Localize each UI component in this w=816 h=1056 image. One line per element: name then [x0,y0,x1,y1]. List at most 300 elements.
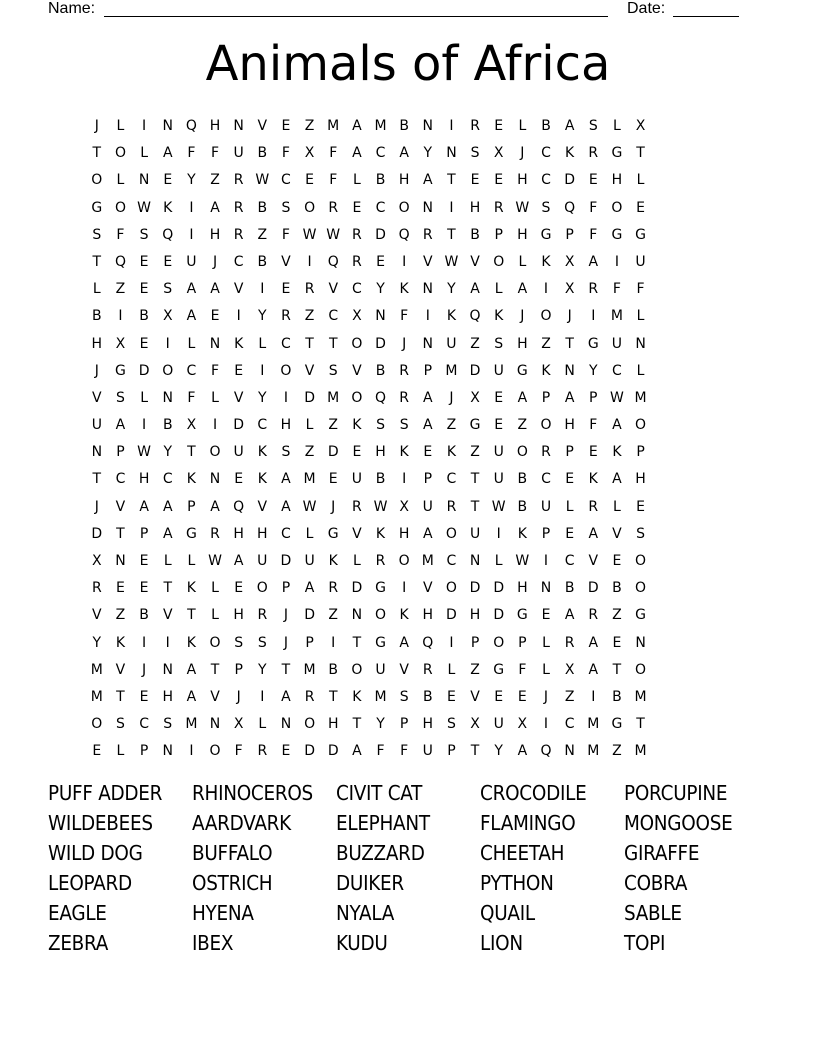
grid-letter: N [422,335,434,352]
grid-letter: K [399,281,409,298]
grid-letter: G [540,226,552,243]
grid-letter: C [281,335,291,352]
grid-letter: A [281,471,291,488]
grid-letter: Z [304,118,315,134]
grid-letter: T [470,498,480,515]
word-list-item: IBEX [192,931,234,955]
grid-letter: X [92,553,102,569]
grid-letter: G [327,525,339,542]
grid-letter: M [374,118,387,134]
grid-letter: G [611,716,623,733]
grid-letter: J [94,118,99,134]
grid-letter: Y [258,389,267,406]
grid-letter: G [635,607,646,624]
grid-letter: Q [162,226,174,243]
grid-letter: V [162,607,173,624]
grid-letter: Z [304,308,315,325]
grid-letter: Q [422,634,434,651]
grid-letter: T [281,661,291,678]
grid-letter: I [189,226,194,243]
grid-letter: L [116,743,125,760]
grid-letter: I [165,634,170,651]
grid-letter: A [186,661,197,678]
grid-letter: G [611,226,623,243]
grid-letter: K [352,688,362,705]
grid-letter: Z [115,607,126,624]
grid-letter: P [423,471,433,488]
grid-letter: S [116,389,125,406]
grid-letter: N [635,335,646,352]
grid-letter: J [331,498,336,515]
grid-letter: B [257,145,268,162]
grid-letter: Q [374,389,387,406]
grid-letter: N [422,118,434,134]
grid-letter: H [375,444,386,461]
word-list-item: PUFF ADDER [48,781,163,805]
grid-letter: E [588,172,598,189]
grid-letter: B [139,607,149,624]
grid-letter: L [613,498,621,515]
grid-letter: O [280,362,292,379]
grid-letter: O [635,553,647,569]
grid-letter: G [185,525,197,542]
grid-letter: Z [328,607,339,624]
grid-letter: D [280,553,292,569]
grid-letter: E [565,471,575,488]
grid-letter: J [283,634,289,651]
grid-letter: D [351,580,363,597]
grid-letter: D [375,335,386,352]
grid-letter: I [543,716,549,733]
grid-letter: Y [163,444,173,461]
word-list-item: PORCUPINE [624,781,728,805]
grid-letter: L [352,553,361,569]
grid-letter: B [564,580,575,597]
grid-letter: B [328,661,339,678]
grid-letter: B [612,580,622,597]
grid-letter: R [564,634,575,651]
grid-letter: C [257,417,268,434]
grid-letter: W [137,444,152,461]
grid-letter: S [281,199,291,216]
date-blank-line [673,16,739,17]
grid-letter: S [139,226,149,243]
grid-letter: A [186,688,197,705]
grid-letter: I [402,471,407,488]
grid-letter: X [564,253,575,270]
grid-letter: H [209,118,221,134]
grid-letter: V [470,688,480,705]
grid-letter: H [257,525,268,542]
name-label: Name: [48,0,96,17]
grid-letter: O [351,661,363,678]
word-list-item: COBRA [624,871,688,895]
grid-letter: S [257,634,267,651]
grid-letter: S [494,335,504,352]
word-list-item: PYTHON [480,871,554,895]
word-list-item: RHINOCEROS [192,781,313,805]
grid-letter: C [375,145,386,162]
grid-letter: M [327,389,340,406]
grid-letter: P [541,389,551,406]
grid-letter: L [542,634,550,651]
grid-letter: O [114,145,126,162]
grid-letter: A [423,417,433,434]
grid-letter: P [470,634,480,651]
grid-letter: R [257,743,268,760]
grid-letter: O [635,580,647,597]
grid-letter: X [635,118,646,134]
grid-letter: N [635,634,646,651]
grid-letter: F [589,199,598,216]
grid-letter: U [233,444,244,461]
grid-letter: H [398,525,410,542]
grid-letter: Z [470,335,480,352]
grid-letter: R [470,118,480,134]
grid-letter: M [445,362,458,379]
grid-letter: R [352,498,362,515]
grid-letter: E [494,417,504,434]
grid-letter: N [564,362,575,379]
grid-letter: E [636,498,645,515]
grid-letter: U [540,498,552,515]
grid-letter: P [234,661,243,678]
grid-letter: V [281,253,291,270]
grid-letter: R [375,553,386,569]
grid-letter: J [520,145,525,162]
grid-letter: L [187,553,196,569]
grid-letter: R [304,281,315,298]
grid-letter: W [515,553,530,569]
grid-letter: R [422,226,433,243]
grid-letter: P [423,362,433,379]
grid-letter: E [281,743,291,760]
grid-letter: E [423,444,433,461]
grid-letter: X [564,281,575,298]
grid-letter: E [163,253,173,270]
grid-letter: E [281,118,291,134]
grid-letter: C [541,172,551,189]
grid-letter: N [115,553,126,569]
name-blank-line [104,16,608,17]
grid-letter: F [210,145,220,162]
grid-letter: O [209,634,221,651]
grid-row [85,249,652,276]
grid-letter: I [189,743,194,760]
grid-letter: D [304,389,315,406]
grid-letter: B [422,688,433,705]
grid-letter: O [304,199,316,216]
grid-letter: U [493,444,504,461]
grid-letter: E [588,444,598,461]
grid-letter: N [162,118,173,134]
grid-letter: M [610,308,623,325]
grid-letter: K [375,525,386,542]
grid-letter: R [91,580,102,597]
grid-letter: W [515,199,530,216]
grid-letter: C [186,362,197,379]
grid-letter: T [612,661,622,678]
grid-letter: D [587,580,599,597]
grid-letter: R [352,226,362,243]
grid-letter: I [189,199,194,216]
grid-letter: A [210,498,220,515]
grid-letter: E [612,634,622,651]
grid-letter: D [138,362,150,379]
grid-letter: U [422,498,433,515]
grid-letter: U [422,743,433,760]
grid-letter: N [469,553,481,569]
grid-letter: I [449,634,454,651]
grid-letter: L [636,362,645,379]
grid-letter: Y [258,661,267,678]
grid-letter: I [449,199,454,216]
grid-letter: J [449,389,454,406]
grid-letter: R [210,525,220,542]
grid-letter: L [211,580,219,597]
grid-letter: L [116,118,125,134]
grid-letter: L [258,716,267,733]
grid-letter: U [351,471,362,488]
grid-letter: S [234,634,244,651]
grid-letter: B [399,118,409,134]
grid-letter: X [352,308,362,325]
grid-letter: X [470,389,480,406]
grid-letter: L [636,172,645,189]
grid-letter: A [517,743,528,760]
grid-letter: P [565,226,574,243]
word-list-item: MONGOOSE [624,811,733,835]
grid-letter: A [139,498,149,515]
grid-letter: C [446,471,457,488]
grid-row [85,494,652,521]
grid-letter: M [587,743,600,760]
grid-letter: B [470,226,480,243]
grid-letter: E [234,471,244,488]
grid-letter: T [447,226,456,243]
grid-letter: X [304,145,315,162]
grid-letter: Z [612,607,622,624]
grid-letter: T [92,471,102,488]
grid-letter: H [564,417,575,434]
word-list-item: CROCODILE [480,781,587,805]
grid-letter: A [470,281,480,298]
grid-letter: A [210,199,220,216]
grid-letter: F [187,145,196,162]
grid-row [85,222,652,249]
grid-letter: N [162,389,173,406]
grid-letter: T [636,716,645,733]
grid-letter: F [116,226,125,243]
word-list-item: BUFFALO [192,841,273,865]
word-list-item: LEOPARD [48,871,132,895]
grid-letter: Q [185,118,197,134]
grid-letter: L [542,661,550,678]
grid-letter: X [517,716,528,733]
grid-letter: A [588,661,599,678]
grid-letter: T [305,335,314,352]
word-list [48,778,768,958]
grid-letter: T [328,335,338,352]
grid-letter: M [634,743,647,760]
grid-letter: L [518,118,527,134]
grid-letter: D [91,525,103,542]
grid-row [85,358,652,385]
grid-letter: V [115,498,126,515]
grid-letter: G [611,145,623,162]
grid-letter: E [541,607,551,624]
word-list-item: CIVIT CAT [336,781,423,805]
grid-letter: G [493,661,505,678]
grid-letter: T [210,661,220,678]
grid-letter: T [352,634,362,651]
grid-letter: H [469,607,481,624]
grid-letter: R [233,172,244,189]
grid-letter: Z [541,335,551,352]
grid-letter: V [399,661,409,678]
grid-letter: M [90,688,103,705]
grid-letter: A [281,498,291,515]
grid-letter: U [186,253,197,270]
grid-letter: R [304,688,315,705]
grid-letter: J [520,308,525,325]
grid-letter: O [209,743,221,760]
grid-letter: N [446,145,457,162]
grid-letter: L [163,553,172,569]
grid-letter: R [281,308,291,325]
grid-letter: E [139,580,149,597]
grid-letter: R [352,253,362,270]
word-list-item: SABLE [624,901,682,925]
grid-letter: C [115,471,126,488]
grid-letter: C [281,525,291,542]
grid-letter: D [375,226,386,243]
grid-letter: A [423,525,433,542]
grid-letter: V [115,661,126,678]
grid-letter: L [211,389,219,406]
grid-row [85,113,652,140]
grid-letter: M [327,118,340,134]
grid-letter: L [494,281,503,298]
word-list-item: GIRAFFE [624,841,700,865]
grid-letter: D [327,743,339,760]
grid-letter: N [233,118,244,134]
grid-letter: E [352,199,362,216]
grid-letter: O [635,417,647,434]
grid-letter: T [92,253,102,270]
grid-letter: A [564,607,575,624]
grid-letter: E [494,172,504,189]
grid-letter: I [260,281,265,298]
grid-letter: M [303,661,316,678]
grid-letter: Y [447,281,456,298]
grid-row [85,412,652,439]
grid-letter: S [163,281,173,298]
grid-letter: D [327,444,339,461]
grid-letter: E [328,471,338,488]
grid-letter: K [399,444,409,461]
grid-letter: V [257,118,268,134]
grid-letter: R [541,444,551,461]
grid-letter: B [375,172,386,189]
grid-letter: L [305,417,314,434]
grid-letter: N [540,580,552,597]
grid-letter: Z [257,226,268,243]
grid-letter: E [281,281,291,298]
grid-letter: D [564,172,576,189]
grid-letter: I [543,281,549,298]
grid-letter: P [494,226,503,243]
grid-letter: V [233,281,244,298]
grid-letter: O [635,661,647,678]
grid-letter: M [634,688,647,705]
grid-letter: X [493,145,504,162]
grid-letter: L [116,172,125,189]
grid-letter: F [400,743,409,760]
grid-letter: G [91,199,103,216]
word-list-item: NYALA [336,901,395,925]
grid-letter: P [589,389,598,406]
grid-letter: C [162,471,173,488]
grid-letter: F [636,281,645,298]
grid-letter: V [352,525,362,542]
grid-letter: T [187,607,196,624]
grid-letter: L [140,145,148,162]
grid-letter: N [422,281,434,298]
grid-letter: E [139,553,149,569]
word-list-item: BUZZARD [336,841,425,865]
grid-letter: F [187,389,196,406]
grid-letter: A [612,417,622,434]
grid-letter: L [447,661,456,678]
grid-row [85,521,652,548]
grid-letter: T [116,525,125,542]
grid-letter: K [186,580,196,597]
grid-letter: U [257,553,268,569]
grid-letter: J [142,661,147,678]
grid-letter: L [352,172,361,189]
grid-letter: X [233,716,244,733]
grid-letter: T [187,444,196,461]
grid-letter: W [255,172,270,189]
grid-letter: T [116,688,125,705]
grid-row [85,575,652,602]
grid-letter: W [302,226,317,243]
grid-letter: E [376,253,385,270]
grid-letter: R [399,389,410,406]
grid-letter: A [517,389,528,406]
grid-row [85,602,652,629]
grid-letter: S [399,688,409,705]
grid-letter: I [283,389,289,406]
grid-letter: J [94,498,99,515]
grid-letter: C [541,471,551,488]
grid-letter: S [328,362,338,379]
grid-letter: K [446,308,457,325]
grid-letter: Z [470,444,480,461]
grid-letter: Y [258,308,267,325]
grid-letter: X [115,335,126,352]
grid-letter: F [281,145,290,162]
grid-letter: A [399,145,409,162]
grid-letter: C [328,308,339,325]
grid-letter: O [256,580,268,597]
grid-letter: K [494,308,504,325]
grid-letter: Z [612,743,622,760]
word-list-item: TOPI [624,931,666,955]
grid-letter: P [541,525,551,542]
grid-letter: N [209,335,221,352]
